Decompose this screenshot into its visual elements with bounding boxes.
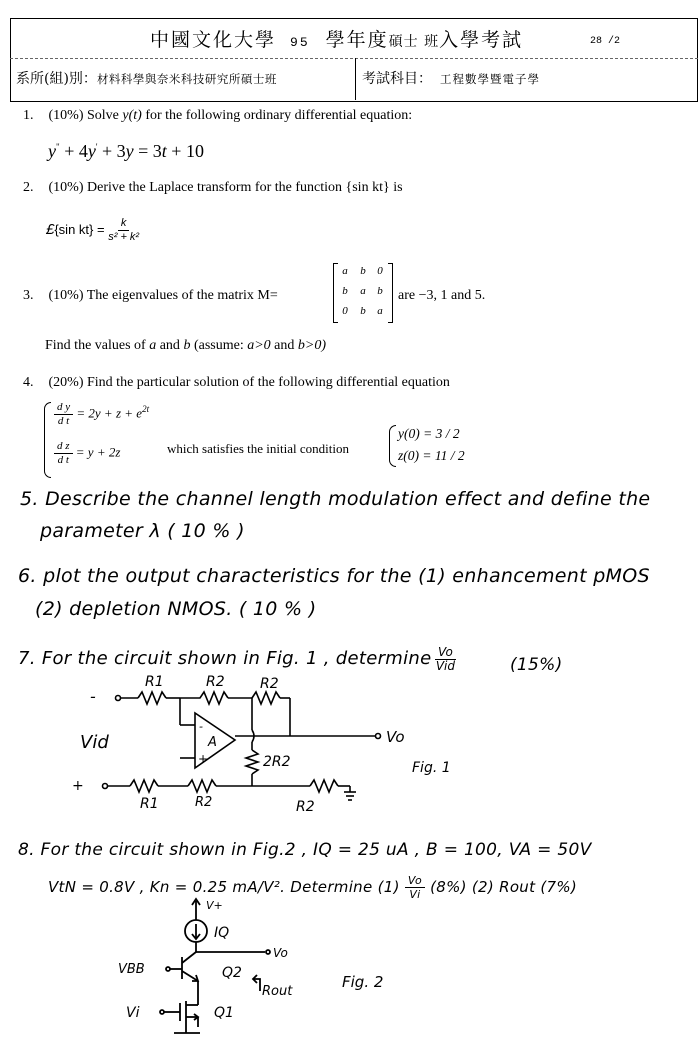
eq-term: y: [125, 141, 134, 161]
resistor-r2-top: [180, 692, 228, 704]
academic-year: 95: [290, 35, 310, 50]
q1-equation: [48, 141, 204, 162]
question-points: (10%): [48, 108, 84, 123]
question-7: [18, 648, 432, 669]
label-vi: Vi: [126, 1005, 140, 1021]
eq-term: = 3: [138, 141, 162, 161]
label-noninverting: +: [198, 752, 209, 766]
question-text: (assume:: [193, 338, 244, 353]
equation-rhs: = y + 2z: [75, 444, 121, 460]
resistor-r1-top: [138, 692, 166, 704]
fraction-denominator: Vid: [435, 659, 456, 673]
initial-condition-y: y(0) = 3 / 2: [398, 426, 460, 441]
fig2-circuit: [110, 895, 430, 1040]
matrix-cell: a: [377, 305, 383, 317]
label-iq: IQ: [214, 925, 230, 941]
question-text: Find the values of: [45, 338, 146, 353]
question-number: 5.: [20, 488, 39, 510]
label-vo: Vo: [273, 946, 288, 960]
label-r2-top: R2: [206, 674, 225, 690]
matrix-cell: b: [377, 285, 383, 297]
fraction-numerator: Vo: [405, 874, 425, 888]
matrix-cell: b: [342, 285, 348, 297]
question-number: 7.: [18, 648, 36, 669]
fraction-numerator: d z: [54, 440, 73, 454]
eq-term: + 4: [64, 141, 88, 161]
label-inverting: -: [199, 720, 203, 733]
question-number: 8.: [18, 840, 35, 860]
question-text: For the circuit shown in Fig. 1 , determine: [41, 648, 432, 669]
question-text: Describe the channel length modulation effect and define the: [45, 488, 651, 510]
question-3-followup: [45, 338, 326, 354]
eq-term: t: [161, 141, 167, 161]
label-r1-bottom: R1: [140, 796, 159, 812]
question-number: 4.: [23, 375, 34, 390]
fraction-denominator: d t: [57, 454, 69, 466]
label-amp: A: [208, 735, 217, 750]
fraction-numerator: Vo: [435, 646, 456, 660]
header-divider: [10, 58, 698, 59]
question-5: [20, 488, 650, 510]
function-name: {sin kt}: [345, 180, 390, 195]
matrix-cell: a: [360, 285, 366, 297]
question-text: for the following ordinary differential equation:: [145, 108, 413, 123]
label-q2: Q2: [222, 965, 242, 981]
subject-value: 工程數學暨電子學: [440, 72, 540, 86]
question-text: (8%) (2) Rout (7%): [430, 878, 578, 896]
fraction-denominator: d t: [57, 415, 70, 427]
fraction-denominator: Vi: [409, 888, 421, 901]
label-vbb: VBB: [118, 962, 145, 977]
label-r2-ground: R2: [296, 799, 315, 813]
system-brace: [44, 402, 51, 478]
initial-condition-z: z(0) = 11 / 2: [398, 448, 465, 463]
eigenvalues-text: are −3, 1 and 5.: [398, 288, 486, 303]
laplace-arg: {sin kt}: [54, 221, 94, 237]
question-text: VtN = 0.8V , Kn = 0.25 mA/V². Determine (1): [48, 878, 400, 896]
matrix-cell: 0: [377, 265, 383, 277]
laplace-symbol: £: [46, 220, 55, 238]
label-r2-bottom: R2: [195, 795, 213, 810]
equation-rhs: = 2y + z + e: [76, 405, 143, 421]
matrix-cell: b: [360, 305, 366, 317]
terminal-vo: [266, 950, 270, 954]
question-points: (20%): [48, 375, 84, 390]
terminal-minus: [116, 696, 121, 701]
ode-system-eq1: [54, 401, 149, 428]
label-q1: Q1: [214, 1005, 234, 1021]
fraction-numerator: d y: [54, 401, 73, 415]
department-label: 系所(組)別：: [16, 71, 97, 87]
matrix-cell: b: [360, 265, 366, 277]
terminal-plus: [103, 784, 108, 789]
eq-prime: ': [95, 142, 98, 152]
question-text: For the circuit shown in Fig.2 , IQ = 25 uA , B = 100, VA = 50V: [40, 840, 592, 860]
school-name: 中國文化大學: [150, 29, 277, 51]
subject-label: 考試科目：: [362, 71, 432, 87]
question-number: 2.: [23, 180, 34, 195]
question-text: Derive the Laplace transform for the function: [87, 180, 343, 195]
question-6-line2: (2) depletion NMOS. ( 10 % ): [35, 598, 317, 620]
question-6: [18, 565, 650, 587]
resistor-2r2: [246, 750, 258, 774]
question-text: plot the output characteristics for the (1) enhancement pMOS: [43, 565, 650, 587]
math-var: a: [149, 338, 157, 353]
question-7-points: (15%): [510, 655, 563, 675]
exam-title: [150, 25, 523, 52]
label-plus: +: [72, 778, 84, 794]
question-number: 3.: [23, 288, 34, 303]
eq-term: + 3: [101, 141, 126, 161]
label-minus: -: [90, 687, 96, 706]
question-4: [23, 375, 450, 391]
question-number: 6.: [18, 565, 37, 587]
exponent: 2t: [142, 404, 150, 415]
fig2-caption: Fig. 2: [342, 973, 384, 991]
fraction-denominator: s² + k²: [108, 231, 140, 243]
condition: b>0): [297, 338, 326, 353]
question-number: 1.: [23, 108, 34, 123]
laplace-formula: [46, 217, 139, 244]
math-var: b: [183, 338, 191, 353]
question-text: Solve: [87, 108, 119, 123]
question-points: (10%): [48, 288, 84, 303]
fraction-numerator: k: [118, 217, 130, 231]
ode-system-eq2: [54, 440, 120, 467]
eq-term: + 10: [171, 141, 204, 161]
label-vo: Vo: [386, 728, 405, 746]
terminal-vo: [376, 734, 381, 739]
question-5-line2: parameter λ ( 10 % ): [40, 520, 245, 542]
question-3: [23, 288, 278, 304]
resistor-r2-feedback: [252, 692, 280, 704]
label-2r2: 2R2: [263, 754, 291, 770]
resistor-r2-ground: [310, 780, 338, 792]
label-vid: Vid: [80, 732, 109, 753]
fig1-circuit: [60, 668, 480, 813]
derivative-fraction: [54, 401, 73, 428]
department-field: [16, 68, 277, 88]
derivative-fraction: [54, 440, 73, 467]
question-1: [23, 108, 412, 124]
resistor-r2-bottom: [188, 780, 216, 792]
laplace-fraction: [108, 217, 139, 244]
eq-term: y: [48, 141, 56, 161]
equals-sign: =: [97, 221, 105, 237]
eq-term: y: [87, 141, 96, 161]
question-points: (10%): [48, 180, 84, 195]
eq-prime: ": [56, 142, 60, 152]
label-r2-feedback: R2: [260, 676, 279, 692]
exam-suffix: 入學考試: [439, 29, 524, 51]
matrix-cell: a: [342, 265, 348, 277]
label-vplus: V+: [206, 899, 223, 912]
question-text: and: [159, 338, 180, 353]
question-2: [23, 180, 403, 196]
question-text: The eigenvalues of the matrix M=: [86, 288, 278, 303]
question-text: and: [274, 338, 295, 353]
question-8: [18, 840, 592, 860]
label-r1-top: R1: [145, 674, 164, 690]
exam-program: 碩士 班: [388, 34, 440, 50]
init-brace: [389, 425, 396, 467]
subject-field: [362, 68, 540, 88]
page-number: 28 /2: [590, 36, 621, 47]
label-rout: Rout: [262, 984, 293, 999]
resistor-r1-bottom: [130, 780, 158, 792]
fig1-caption: Fig. 1: [412, 760, 451, 776]
header-vertical-divider: [355, 58, 356, 100]
terminal-vbb: [166, 967, 170, 971]
condition: a>0: [247, 338, 271, 353]
matrix-M: [333, 263, 393, 323]
question-text: is: [393, 180, 403, 195]
exam-prefix: 學年度: [325, 29, 389, 51]
initial-condition-text: which satisfies the initial condition: [167, 441, 349, 456]
math-var: y(t): [122, 108, 142, 123]
matrix-cell: 0: [342, 305, 348, 317]
question-text: Find the particular solution of the following differential equation: [87, 375, 450, 390]
terminal-vi: [160, 1010, 164, 1014]
department-value: 材料科學與奈米科技研究所碩士班: [96, 72, 277, 86]
